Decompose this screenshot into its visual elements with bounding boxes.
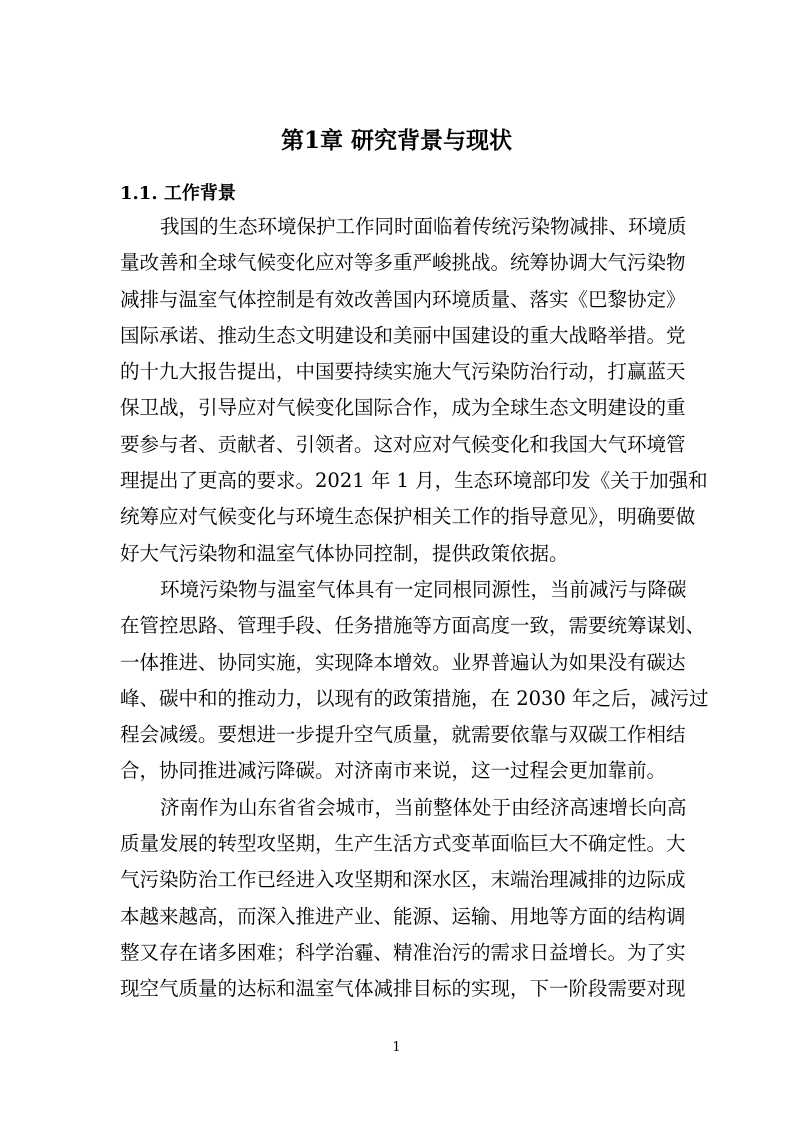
text-line: 气污染防治工作已经进入攻坚期和深水区，末端治理减排的边际成: [120, 868, 686, 892]
text-line: 合，协同推进减污降碳。对济南市来说，这一过程会更加靠前。: [120, 759, 667, 783]
document-body: [120, 209, 709, 1008]
chapter-title: 第1章 研究背景与现状: [280, 127, 512, 154]
text-line: 我国的生态环境保护工作同时面临着传统污染物减排、环境质: [160, 215, 687, 238]
text-line: 一体推进、协同实施，实现降本增效。业界普遍认为如果没有碳达: [120, 650, 686, 674]
text-line: 质量发展的转型攻坚期，生产生活方式变革面临巨大不确定性。大: [120, 832, 686, 856]
text-line: 保卫战，引导应对气候变化国际合作，成为全球生态文明建设的重: [120, 396, 686, 420]
text-line: 要参与者、贡献者、引领者。这对应对气候变化和我国大气环境管: [120, 432, 686, 456]
text-line: 峰、碳中和的推动力，以现有的政策措施，在 2030 年之后，减污过: [120, 686, 709, 710]
text-line: 国际承诺、推动生态文明建设和美丽中国建设的重大战略举措。党: [120, 323, 686, 347]
text-line: 统筹应对气候变化与环境生态保护相关工作的指导意见》，明确要做: [120, 505, 696, 529]
paragraph: [120, 572, 709, 790]
text-line: 整又存在诸多困难；科学治霾、精准治污的需求日益增长。为了实: [120, 940, 686, 964]
paragraph: [120, 209, 708, 572]
section-heading: 1.1. 工作背景: [120, 183, 236, 204]
paragraph: [120, 790, 687, 1008]
text-line: 济南作为山东省省会城市，当前整体处于由经济高速增长向高: [160, 795, 687, 819]
text-line: 量改善和全球气候变化应对等多重严峻挑战。统筹协调大气污染物: [120, 251, 686, 275]
text-line: 好大气污染物和温室气体协同控制，提供政策依据。: [120, 541, 569, 565]
text-line: 环境污染物与温室气体具有一定同根同源性，当前减污与降碳: [160, 577, 687, 601]
text-line: 减排与温室气体控制是有效改善国内环境质量、落实《巴黎协定》: [120, 287, 686, 311]
text-line: 的十九大报告提出，中国要持续实施大气污染防治行动，打赢蓝天: [120, 360, 686, 384]
text-line: 在管控思路、管理手段、任务措施等方面高度一致，需要统筹谋划、: [120, 614, 706, 638]
text-line: 现空气质量的达标和温室气体减排目标的实现，下一阶段需要对现: [120, 977, 686, 1001]
page-number: 1: [392, 1040, 401, 1055]
text-line: 本越来越高，而深入推进产业、能源、运输、用地等方面的结构调: [120, 904, 686, 928]
text-line: 程会减缓。要想进一步提升空气质量，就需要依靠与双碳工作相结: [120, 723, 686, 747]
text-line: 理提出了更高的要求。2021 年 1 月，生态环境部印发《关于加强和: [120, 469, 708, 493]
